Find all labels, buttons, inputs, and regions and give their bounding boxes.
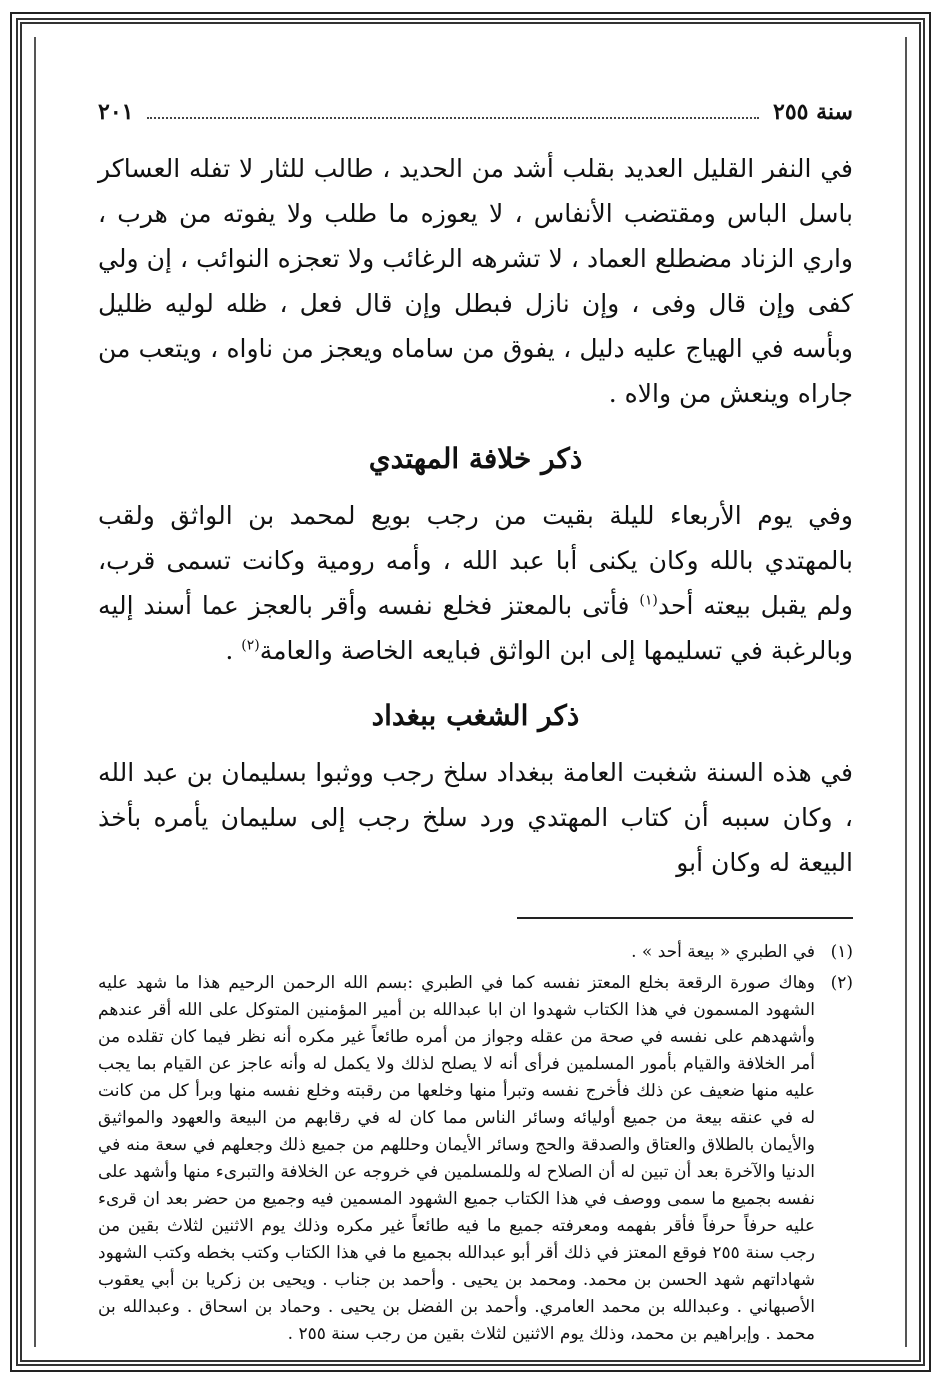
caliphate-text-part2: فأتى بالمعتز فخلع نفسه وأقر بالعجز عما أسند إليه وبالرغبة في تسليمها إلى ابن الواثق فبايعه الخاصة والعامة [98, 591, 853, 665]
footnote-1 [98, 939, 853, 966]
footnote-2-number: (٢) [830, 973, 853, 993]
footnote-separator [517, 917, 853, 919]
footnotes [98, 939, 853, 1348]
caliphate-text-part1: وفي يوم الأربعاء لليلة بقيت من رجب بويع لمحمد بن الواثق ولقب بالمهتدي بالله وكان يكنى أبا عبد الله ، وأمه رومية وكانت تسمى قرب، ولم يقبل بيعته أحد [98, 501, 853, 620]
section-title-baghdad-riot: ذكر الشغب ببغداد [371, 699, 580, 732]
year-heading: سنة ٢٥٥ [773, 99, 853, 125]
footnote-1-number: (١) [830, 942, 853, 962]
intro-paragraph: في النفر القليل العديد بقلب أشد من الحديد ، طالب للثار لا تفله العساكر باسل الباس ومقتضب الأنفاس ، لا يعوزه ما طلب ولا يفوته من هرب ، واري الزناد مضطلع العماد ، لا تشرهه الرغائب ولا تعجزه النوائب ، إن ولي كفى وإن قال وفى ، وإن نازل فبطل وإن قال فعل ، ظله لوليه ظليل وبأسه في الهياج عليه دليل ، يفوق من ساماه ويعجز من ناواه ، ويتعب من جاراه وينعش من والاه . [98, 154, 853, 408]
footnote-ref-1: (١) [639, 592, 658, 609]
page-number: ٢٠١ [98, 99, 134, 125]
page-header [98, 92, 853, 132]
footnote-2 [98, 970, 853, 1348]
footnote-2-text: وهاك صورة الرقعة بخلع المعتز نفسه كما في الطبري :بسم الله الرحمن الرحيم هذا ما شهد عليه الشهود المسمون في هذا الكتاب شهدوا ان ابا عبدالله بن أمير المؤمنين المتوكل على الله أقر عندهم وأشهدهم على نفسه في صحة من عقله وجواز من أمره طائعاً غير مكره أنه نظر فيما كان تقلده من أمر الخلافة والقيام بأمور المسلمين فرأى أنه لا يصلح لذلك ولا يكمل له وأنه عاجز عن القيام بما يجب عليه منها ضعيف عن ذلك فأخرج نفسه وتبرأ منها وخلعها من رقبته وخلع نفسه منها وبرأ كل من كانت له في عنقه بيعة من جميع أوليائه وسائر الناس مما كان له في رقابهم من البيعة والعهود والمواثيق والأيمان بالطلاق والعتاق والصدقة والحج وسائر الأيمان وحللهم من جميع ذلك وجعلهم في سعة منه في الدنيا والآخرة بعد أن تبين له أن الصلاح له وللمسلمين في خروجه عن الخلافة والتبرىء منها وأشهد على نفسه بجميع ما سمى ووصف في هذا الكتاب جميع الشهود المسمين فيه وجميع من حضر بعد ان قرىء عليه حرفاً حرفاً فأقر بفهمه ومعرفته جميع ما فيه طائعاً غير مكره وذلك يوم الاثنين لثلاث بقين من رجب سنة ٢٥٥ فوقع المعتز في ذلك أقر أبو عبدالله بجميع ما في هذا الكتاب وكتب بخطه وكتب الشهود شهاداتهم شهد الحسن بن محمد. ومحمد بن يحيى . وأحمد بن جناب . ويحيى بن زكريا بن أبي يعقوب الأصبهاني . وعبدالله بن محمد العامري. وأحمد بن الفضل بن يحيى . وحماد بن اسحاق . وعبدالله بن محمد . وإبراهيم بن محمد، وذلك يوم الاثنين لثلاث بقين من رجب سنة ٢٥٥ . [98, 973, 815, 1344]
footnote-1-text: في الطبري « بيعة أحد » . [631, 942, 815, 962]
caliphate-text-end: . [225, 636, 242, 665]
baghdad-riot-paragraph: في هذه السنة شغبت العامة ببغداد سلخ رجب ووثبوا بسليمان بن عبد الله ، وكان سببه أن كتاب المهتدي ورد سلخ رجب إلى سليمان يأمره بأخذ البيعة له وكان أبو [98, 758, 853, 877]
footnote-ref-2: (٢) [241, 637, 260, 654]
caliphate-paragraph [98, 493, 853, 673]
section-title-caliphate: ذكر خلافة المهتدي [368, 442, 583, 475]
header-dotted-rule [147, 116, 759, 119]
document-page [98, 92, 853, 1352]
